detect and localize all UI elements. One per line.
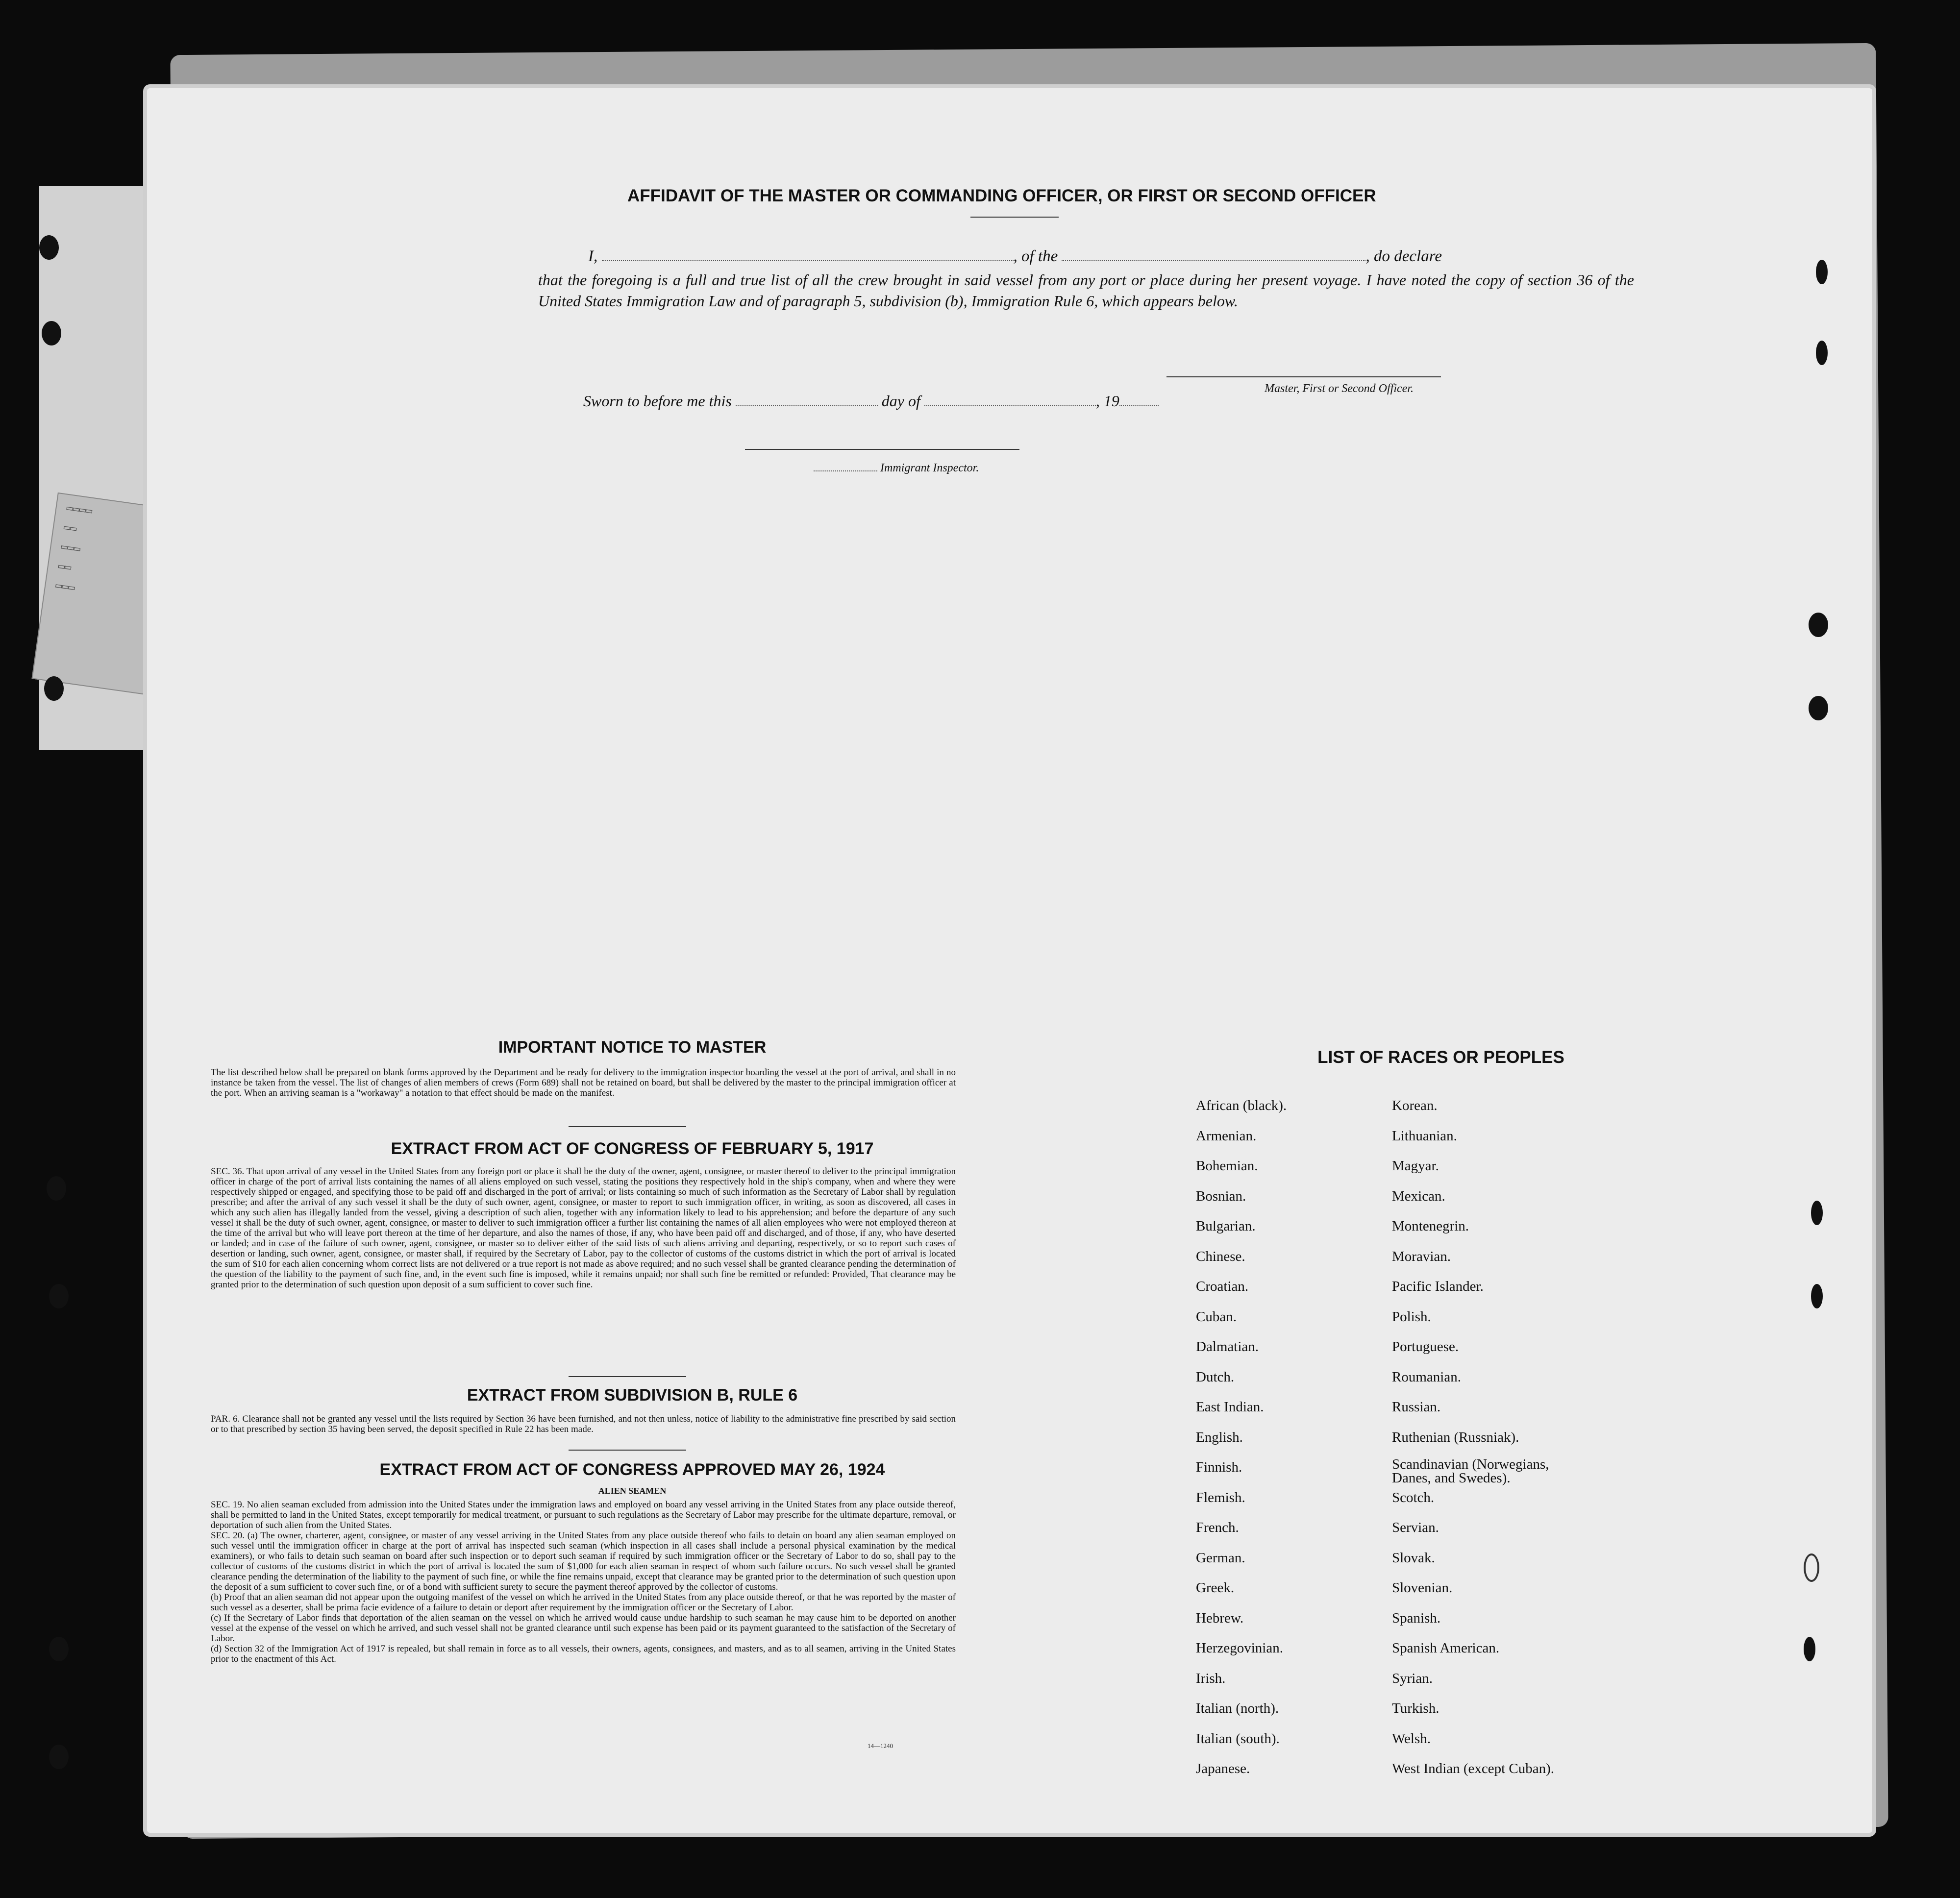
declarant-name-field[interactable] — [602, 260, 1014, 261]
binder-hole — [1809, 696, 1828, 720]
extract-1917-title: EXTRACT FROM ACT OF CONGRESS OF FEBRUARY 5, 1917 — [391, 1139, 874, 1158]
race-item: Pacific Islander. — [1392, 1279, 1484, 1294]
affidavit-form-page — [147, 88, 1872, 1833]
declarant-prefix: I, — [588, 247, 598, 265]
race-item: Ruthenian (Russniak). — [1392, 1429, 1519, 1445]
binder-hole — [1816, 260, 1828, 284]
inspector-signature-line[interactable] — [745, 449, 1019, 450]
race-item: African (black). — [1196, 1098, 1287, 1113]
race-item: Welsh. — [1392, 1730, 1431, 1747]
race-item: German. — [1196, 1550, 1245, 1566]
sworn-text: Sworn to before me this — [583, 392, 732, 410]
sworn-month-field[interactable] — [924, 405, 1096, 406]
section-20a: SEC. 20. (a) The owner, charterer, agent, consignee, or master of any vessel arriving in the United States from any place outside thereof who fails to detain on board any alien seaman employed on such vessel until the immigration officer in charge at the port of arrival has inspected such seaman (which inspection in all cases shall include a personal physical examination by the medical examiners), or who fails to detain such seaman on board after such inspection or to deport such seaman if required by such immigration officer or the Secretary of Labor to do so, shall pay to the collector of customs of the customs district in which the port of arrival is located the sum of $1,000 for each alien seaman in respect of whom such failure occurs. No such vessel shall be granted clearance pending the determination of the liability to the payment of such fine, or while the fine remains unpaid, except that clearance may be granted prior to the determination of such question upon the deposit of a sum sufficient to cover such fine, or of a bond with sufficient surety to secure the payment thereof approved by the collector of customs. — [211, 1530, 956, 1592]
race-item: Moravian. — [1392, 1248, 1451, 1264]
race-item: Finnish. — [1196, 1459, 1242, 1475]
race-item: Herzegovinian. — [1196, 1640, 1283, 1656]
inspector-dots — [814, 470, 877, 471]
sworn-year-field[interactable] — [1119, 405, 1159, 406]
do-declare-label: , do declare — [1365, 247, 1442, 265]
race-item: Servian. — [1392, 1520, 1439, 1535]
race-item: Russian. — [1392, 1399, 1441, 1415]
race-item: Magyar. — [1392, 1158, 1439, 1174]
inspector-label: Immigrant Inspector. — [880, 462, 979, 474]
alien-seamen-heading: ALIEN SEAMEN — [598, 1486, 667, 1496]
signature-label: Master, First or Second Officer. — [1265, 382, 1414, 395]
race-item: Roumanian. — [1392, 1369, 1461, 1385]
year-prefix: , 19 — [1095, 392, 1119, 410]
race-item: Mexican. — [1392, 1188, 1445, 1204]
section-20d: (d) Section 32 of the Immigration Act of 1917 is repealed, but shall remain in force as to all vessels, their owners, agents, consignees, and masters, and as to all seamen, arriving in the United States prior to the enactment of this Act. — [211, 1644, 956, 1664]
race-item: Syrian. — [1392, 1670, 1433, 1686]
race-item: Flemish. — [1196, 1489, 1245, 1505]
race-item: Turkish. — [1392, 1701, 1439, 1716]
extract-1924-body — [211, 1500, 956, 1664]
section-20b: (b) Proof that an alien seaman did not appear upon the outgoing manifest of the vessel on which he arrived in the United States from any place outside thereof, or that he was reported by the master of such vessel as a deserter, shall be prima facie evidence of a failure to detain or deport after requirement by the immigration officer or the Secretary of Labor. — [211, 1592, 956, 1613]
binder-hole — [1804, 1553, 1819, 1582]
race-item: Scotch. — [1392, 1489, 1435, 1505]
section-19: SEC. 19. No alien seaman excluded from admission into the United States under the immigration laws and employed on board any vessel arriving in the United States from any place outside thereof, shall be permitted to land in the United States, except temporarily for medical treatment, or pursuant to such regulations as the Secretary of Labor may prescribe for the ultimate departure, removal, or deportation of such alien from the United States. — [211, 1500, 956, 1530]
race-item: Spanish. — [1392, 1610, 1441, 1626]
race-item: Lithuanian. — [1392, 1128, 1457, 1144]
extract-1917-body: SEC. 36. That upon arrival of any vessel in the United States from any foreign port or place it shall be the duty of the owner, agent, consignee, or master thereof to deliver to the principal immigration officer in charge of the port of arrival lists containing the names of all aliens employed on such vessel, stating the positions they respectively hold in the ship's company, when and where they were respectively shipped or engaged, and specifying those to be paid off and discharged in the port of arrival; or lists containing so much of such information as the Secretary of Labor shall by regulation prescribe; and after the arrival of any such vessel it shall be the duty of such owner, agent, consignee, or master to report to such immigration officer, in writing, as soon as discovered, all cases in which any such alien has illegally landed from the vessel, giving a description of such alien, together with any information likely to lead to his apprehension; and before the departure of any such vessel it shall be the duty of such owner, agent, consignee, or master to deliver to such immigration officer a further list containing the names of all alien employees who were not employed thereon at the time of the arrival but who will leave port thereon at the time of her departure, and also the names of those, if any, who have been paid off and discharged, and of those, if any, who have deserted or landed; and in case of the failure of such owner, agent, consignee, or master so to deliver either of the said lists of such aliens arriving and departing, respectively, or so to report such cases of desertion or landing, such owner, agent, consignee, or master shall, if required by the Secretary of Labor, pay to the collector of customs of the customs district in which the port of arrival is located the sum of $10 for each alien concerning whom correct lists are not delivered or a true report is not made as above required; and no such vessel shall be granted clearance pending the determination of the question of the liability to the payment of such fine, and, in the event such fine is imposed, while it remains unpaid; nor shall such fine be remitted or refunded: Provided, That clearance may be granted prior to the determination of such question upon deposit of a sum sufficient to cover such fine. — [211, 1166, 956, 1290]
notice-title: IMPORTANT NOTICE TO MASTER — [498, 1038, 767, 1057]
race-item: Korean. — [1392, 1098, 1438, 1113]
race-item: Montenegrin. — [1392, 1218, 1469, 1234]
sworn-line — [583, 392, 1159, 410]
race-item: Slovenian. — [1392, 1580, 1453, 1596]
race-item: Polish. — [1392, 1308, 1431, 1325]
title-underline — [970, 217, 1059, 218]
binder-hole — [49, 1637, 69, 1661]
race-item: Japanese. — [1196, 1761, 1250, 1776]
race-item: Bosnian. — [1196, 1188, 1246, 1204]
section-20c: (c) If the Secretary of Labor finds that deportation of the alien seaman on the vessel on which he arrived would cause undue hardship to such seaman he may cause him to be deported on another vessel at the expense of the vessel on which he arrived, and such vessel shall not be granted clearance until such expense has been paid or its payment guaranteed to the satisfaction of the Secretary of Labor. — [211, 1613, 956, 1644]
race-item: Irish. — [1196, 1670, 1226, 1686]
race-item: French. — [1196, 1520, 1239, 1535]
form-number: 14—1240 — [868, 1742, 893, 1750]
sworn-day-field[interactable] — [736, 405, 878, 406]
binder-hole — [49, 1745, 69, 1769]
races-title: LIST OF RACES OR PEOPLES — [1317, 1048, 1564, 1067]
declaration-line — [588, 247, 1442, 266]
race-item: Croatian. — [1196, 1279, 1249, 1294]
race-item: Portuguese. — [1392, 1339, 1459, 1355]
day-of-label: day of — [881, 392, 920, 410]
affidavit-body: that the foregoing is a full and true list of all the crew brought in said vessel from any port or place during her present voyage. I have noted the copy of section 36 of the United States Immigration Law and of paragraph 5, subdivision (b), Immigration Rule 6, which appears below. — [538, 271, 1634, 310]
race-item: Cuban. — [1196, 1308, 1237, 1325]
race-item: Chinese. — [1196, 1248, 1245, 1264]
inspector-line — [814, 462, 979, 475]
race-item: Greek. — [1196, 1580, 1235, 1596]
race-item: Italian (north). — [1196, 1701, 1279, 1716]
affidavit-title: AFFIDAVIT OF THE MASTER OR COMMANDING OFFICER, OR FIRST OR SECOND OFFICER — [627, 186, 1376, 205]
race-item: East Indian. — [1196, 1399, 1264, 1415]
of-the-label: , of the — [1013, 247, 1058, 265]
binder-hole — [1811, 1201, 1823, 1225]
extract-rule6-body: PAR. 6. Clearance shall not be granted any vessel until the lists required by Section 36 have been furnished, and not then unless, notice of liability to the administrative fine prescribed by said section or to that prescribed by section 35 having been served, the deposit specified in Rule 22 has been made. — [211, 1414, 956, 1434]
signature-line[interactable] — [1166, 376, 1441, 377]
binder-hole — [49, 1284, 69, 1308]
race-item: Slovak. — [1392, 1550, 1435, 1566]
binder-hole — [39, 235, 59, 260]
binder-hole — [1811, 1284, 1823, 1308]
binder-hole — [47, 1176, 66, 1201]
race-item: Hebrew. — [1196, 1610, 1244, 1626]
extract-rule6-title: EXTRACT FROM SUBDIVISION B, RULE 6 — [467, 1386, 798, 1405]
section-divider — [569, 1450, 686, 1451]
ink-stamp: ▭▭▭▭ ▭▭ ▭▭▭ ▭▭ ▭▭▭ — [31, 493, 176, 695]
race-item: Dutch. — [1196, 1369, 1235, 1385]
binder-hole — [44, 676, 64, 701]
race-item: West Indian (except Cuban). — [1392, 1761, 1555, 1776]
section-divider — [569, 1126, 686, 1127]
binder-hole — [1809, 613, 1828, 637]
binder-hole — [1804, 1637, 1815, 1661]
vessel-name-field[interactable] — [1062, 260, 1365, 261]
race-item: Armenian. — [1196, 1128, 1257, 1144]
extract-1924-title: EXTRACT FROM ACT OF CONGRESS APPROVED MAY 26, 1924 — [379, 1460, 885, 1479]
race-item: Bohemian. — [1196, 1158, 1258, 1174]
binder-hole — [42, 321, 61, 345]
race-item: English. — [1196, 1429, 1243, 1445]
notice-body: The list described below shall be prepared on blank forms approved by the Department and be ready for delivery to the immigration inspector boarding the vessel at the port of arrival, and shall in no instance be taken from the vessel. The list of changes of alien members of crews (Form 689) shall not be retained on board, but shall be delivered by the master to the principal immigration officer at the port. When an arriving seaman is a "workaway" a notation to that effect should be made on the manifest. — [211, 1067, 956, 1098]
race-item: Italian (south). — [1196, 1730, 1280, 1747]
race-item: Bulgarian. — [1196, 1218, 1256, 1234]
binder-hole — [1816, 341, 1828, 365]
race-item: Scandinavian (Norwegians, Danes, and Swedes). — [1392, 1456, 1549, 1486]
section-divider — [569, 1376, 686, 1377]
race-item: Dalmatian. — [1196, 1339, 1259, 1355]
race-item: Spanish American. — [1392, 1640, 1500, 1656]
